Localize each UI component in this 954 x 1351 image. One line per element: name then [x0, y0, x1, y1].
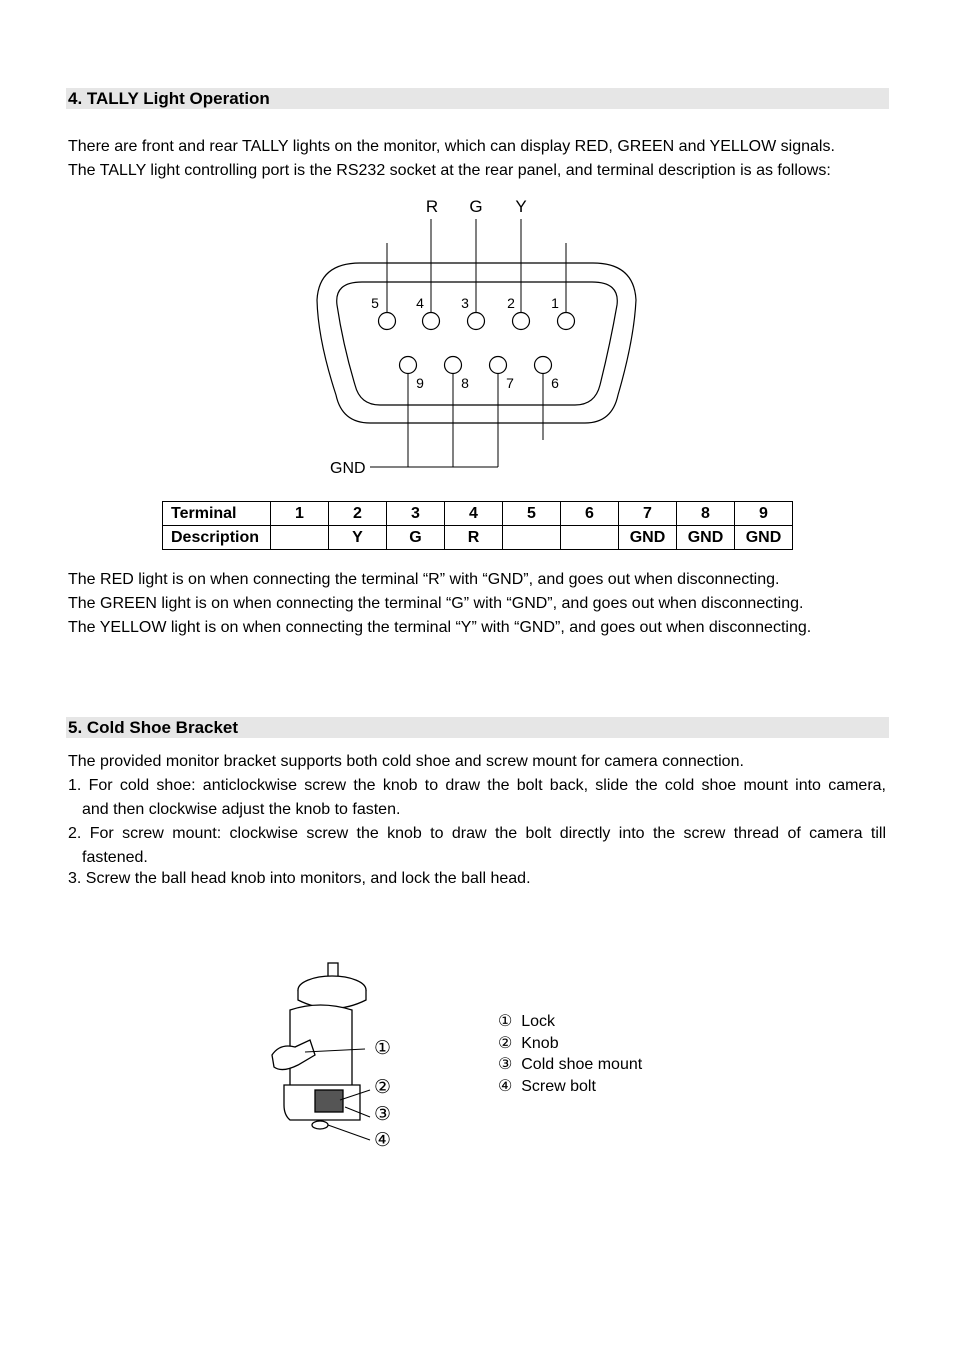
pin-label: 8 — [461, 375, 469, 391]
callout-3: ③ — [374, 1104, 392, 1125]
step-3: 3. Screw the ball head knob into monitors, and lock the ball head. — [68, 870, 531, 887]
pin-label: 5 — [371, 295, 379, 311]
signal-label-g: G — [469, 197, 483, 216]
pin-label: 6 — [551, 375, 559, 391]
callout-1: ① — [374, 1038, 392, 1059]
legend-list — [498, 1011, 642, 1097]
table-row: Description Y G R GND GND GND — [163, 526, 793, 550]
section-5-heading: 5. Cold Shoe Bracket — [66, 717, 889, 738]
step-1: 1. For cold shoe: anticlockwise screw the knob to draw the bolt back, slide the cold shoe mount into camera, — [68, 777, 886, 794]
pin-label: 1 — [551, 295, 559, 311]
paragraph: There are front and rear TALLY lights on the monitor, which can display RED, GREEN and YELLOW signals. — [68, 138, 835, 155]
note: The GREEN light is on when connecting the terminal “G” with “GND”, and goes out when disconnecting. — [68, 595, 804, 612]
section-4-heading: 4. TALLY Light Operation — [66, 88, 889, 109]
table-row: Terminal 1 2 3 4 5 6 7 8 9 — [163, 502, 793, 526]
terminal-table — [162, 501, 793, 550]
note: The YELLOW light is on when connecting the terminal “Y” with “GND”, and goes out when disconnecting. — [68, 619, 812, 636]
signal-label-y: Y — [515, 197, 527, 216]
legend-item: ② Knob — [498, 1034, 559, 1052]
legend-item: ③ Cold shoe mount — [498, 1056, 643, 1073]
note: The RED light is on when connecting the terminal “R” with “GND”, and goes out when disconnecting. — [68, 571, 780, 588]
paragraph: The TALLY light controlling port is the RS232 socket at the rear panel, and terminal description is as follows: — [68, 162, 831, 179]
pin-label: 4 — [416, 295, 424, 311]
pin-label: 7 — [506, 375, 514, 391]
step-2: 2. For screw mount: clockwise screw the knob to draw the bolt directly into the screw thread of camera till — [68, 825, 886, 842]
callout-2: ② — [374, 1077, 392, 1098]
callout-4: ④ — [374, 1130, 392, 1151]
legend-item: ④ Screw bolt — [498, 1077, 596, 1095]
gnd-label: GND — [330, 460, 366, 477]
pin-label: 9 — [416, 375, 424, 391]
db9-connector-diagram — [0, 0, 954, 500]
pin-label: 3 — [461, 295, 469, 311]
step-2-cont: fastened. — [82, 849, 148, 866]
signal-label-r: R — [425, 197, 439, 216]
legend-item: ① Lock — [498, 1013, 556, 1030]
pin-label: 2 — [507, 295, 515, 311]
step-1-cont: and then clockwise adjust the knob to fasten. — [82, 801, 401, 818]
paragraph: The provided monitor bracket supports both cold shoe and screw mount for camera connection. — [68, 753, 744, 770]
